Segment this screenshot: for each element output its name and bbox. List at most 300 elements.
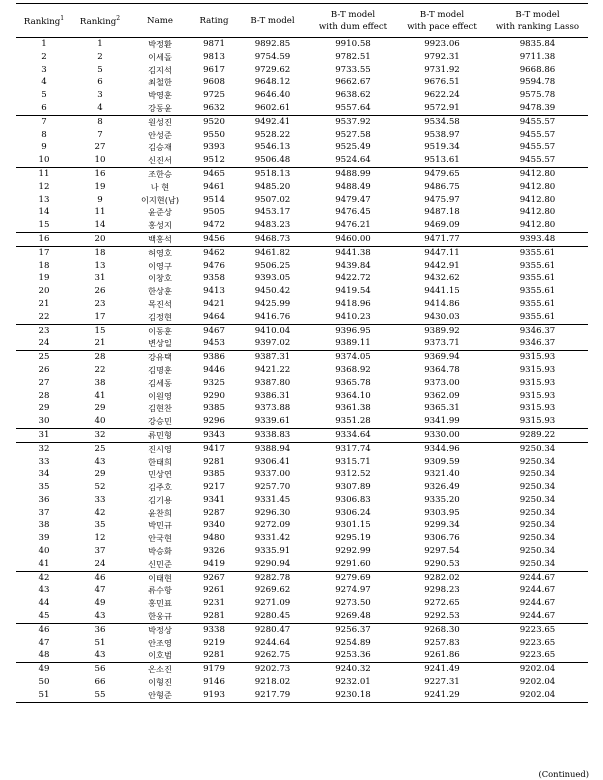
table-cell: 류수항 [148, 585, 172, 596]
table-cell: 9267 [192, 571, 236, 584]
table-cell: 9244.64 [254, 637, 291, 648]
table-cell: 9282.02 [397, 571, 487, 584]
table-row [16, 206, 588, 219]
table-cell: 9396.95 [309, 324, 397, 337]
table-cell: 9361.38 [335, 403, 371, 414]
table-cell: 9632 [203, 102, 225, 113]
table-cell: 9813 [203, 51, 225, 62]
table-cell: 9575.78 [519, 90, 556, 101]
table-cell: 10 [38, 155, 50, 166]
table-row [16, 377, 588, 390]
table-cell: 16 [72, 167, 128, 180]
table-cell: 9 [41, 142, 47, 153]
table-cell: 9271.09 [254, 598, 291, 609]
table-cell: 9340 [203, 520, 225, 531]
table-cell: 박정환 [148, 39, 172, 49]
table-cell: 9250.34 [519, 546, 556, 557]
table-row [16, 390, 588, 403]
table-cell: 이세돌 [148, 51, 172, 62]
table-cell: 43 [94, 456, 106, 467]
table-cell: 9389.11 [335, 338, 371, 349]
table-cell: 3 [97, 90, 103, 101]
table-cell: 9393.48 [487, 232, 588, 246]
table-cell: 9733.55 [335, 64, 371, 75]
table-cell: 35 [38, 482, 50, 493]
table-cell: 김승재 [148, 142, 172, 153]
table-cell: 9467 [192, 324, 236, 337]
table-cell: 9297.54 [424, 546, 460, 557]
table-cell: 9525.49 [335, 142, 371, 153]
table-cell: 9227.31 [424, 677, 460, 688]
table-cell: 9202.04 [487, 663, 588, 676]
table-cell: 9410.23 [335, 311, 371, 322]
table-cell: 33 [38, 456, 50, 467]
table-cell: 9261.86 [424, 650, 460, 661]
table-cell: 9355.61 [519, 286, 556, 297]
table-row [16, 181, 588, 194]
table-row [16, 456, 588, 469]
table-cell: 9446 [203, 364, 225, 375]
table-cell: 김정현 [148, 311, 172, 322]
table-cell: 이원영 [148, 390, 172, 401]
table-row [16, 545, 588, 558]
table-cell: 9506.48 [254, 155, 291, 166]
table-cell: 9257.70 [254, 482, 291, 493]
table-cell: 9362.09 [424, 390, 460, 401]
table-cell: 9202.04 [487, 689, 588, 702]
table-cell: 9455.57 [519, 142, 556, 153]
table-cell: 9425.99 [254, 298, 291, 309]
table-cell: 9505 [203, 207, 225, 218]
table-cell: 9315.93 [519, 416, 556, 427]
table-cell: 9387.31 [236, 351, 309, 364]
table-cell: 25 [72, 442, 128, 455]
table-row [16, 219, 588, 232]
table-cell: 9272.09 [254, 520, 291, 531]
table-cell: 37 [38, 507, 50, 518]
table-cell: 9373.71 [424, 338, 460, 349]
table-cell: 9312.52 [335, 469, 371, 480]
table-cell: 9471.77 [397, 232, 487, 246]
table-cell: 9344.96 [397, 442, 487, 455]
table-cell: 9202.73 [236, 663, 309, 676]
table-cell: 이지현(남) [140, 194, 180, 205]
table-cell: 55 [72, 689, 128, 702]
table-cell: 9280.47 [236, 623, 309, 636]
table-cell: 9461 [203, 181, 225, 192]
table-cell: 9338 [192, 623, 236, 636]
table-cell: 9455.57 [519, 129, 556, 140]
table-cell: 9273.50 [335, 598, 371, 609]
table-cell: 9315.93 [519, 390, 556, 401]
table-cell: 17 [16, 246, 72, 259]
table-cell: 11 [94, 207, 106, 218]
table-cell: 9355.61 [519, 298, 556, 309]
table-cell: 18 [72, 246, 128, 259]
table-cell: 9455.57 [519, 155, 556, 166]
table-cell: 29 [38, 403, 50, 414]
table-cell: 9315.71 [335, 456, 371, 467]
table-cell: 9292.53 [424, 611, 460, 622]
table-cell: 9358 [203, 273, 225, 284]
table-cell: 9518.13 [236, 167, 309, 180]
table-cell: 온소진 [128, 663, 192, 676]
table-cell: 9326 [203, 546, 225, 557]
table-cell: 9386 [192, 351, 236, 364]
table-cell: 9223.65 [519, 637, 556, 648]
table-cell: 9315.93 [519, 377, 556, 388]
table-cell: 31 [16, 428, 72, 442]
table-cell: 1 [41, 39, 47, 49]
table-cell: 이영구 [148, 260, 172, 271]
table-cell: 9476 [203, 260, 225, 271]
table-cell: 9572.91 [424, 102, 460, 113]
table-cell: 9506.25 [254, 260, 291, 271]
table-cell: 9250.34 [487, 442, 588, 455]
table-cell: 9331.45 [254, 494, 291, 505]
table-cell: 9478.39 [519, 102, 556, 113]
table-row [16, 167, 588, 180]
table-cell: 56 [72, 663, 128, 676]
table-row [16, 194, 588, 207]
table-cell: 32 [72, 428, 128, 442]
table-cell: 36 [38, 494, 50, 505]
table-row [16, 442, 588, 455]
table-cell: 33 [94, 494, 106, 505]
table-cell: 9240.32 [309, 663, 397, 676]
table-cell: 5 [41, 90, 47, 101]
table-cell: 22 [38, 311, 50, 322]
table-cell: 9250.34 [519, 469, 556, 480]
table-cell: 22 [94, 364, 106, 375]
table-cell: 9725 [203, 90, 225, 101]
table-cell: 9290 [203, 390, 225, 401]
table-cell: 9455.57 [487, 115, 588, 128]
ranking-table [16, 3, 588, 703]
table-row [16, 507, 588, 520]
table-cell: 13 [94, 260, 106, 271]
table-cell: 9460.00 [309, 232, 397, 246]
table-cell: 9368.92 [335, 364, 371, 375]
table-cell: 9910.58 [335, 39, 371, 49]
table-cell: 7 [97, 129, 103, 140]
table-cell: 9622.24 [424, 90, 460, 101]
table-cell: 9298.23 [424, 585, 460, 596]
table-cell: 9355.61 [487, 246, 588, 259]
table-cell: 19 [94, 181, 106, 192]
table-cell: 9250.34 [519, 494, 556, 505]
table-cell: 17 [94, 311, 106, 322]
table-cell: 9315.93 [487, 351, 588, 364]
table-cell: 9453.17 [254, 207, 291, 218]
table-cell: 9414.86 [424, 298, 460, 309]
table-cell: 9512 [203, 155, 225, 166]
table-cell: 9419.54 [335, 286, 371, 297]
col-bt-dum-header: B-T model with dum effect [309, 4, 397, 38]
table-cell: 9315.93 [519, 403, 556, 414]
table-cell: 9331.42 [254, 533, 291, 544]
table-cell: 9223.65 [519, 650, 556, 661]
table-cell: 9299.34 [424, 520, 460, 531]
table-cell: 박승화 [148, 546, 172, 557]
table-cell: 한웅규 [148, 611, 172, 622]
table-cell: 9306.76 [424, 533, 460, 544]
table-cell: 38 [94, 377, 106, 388]
table-cell: 18 [38, 260, 50, 271]
table-cell: 9754.59 [254, 51, 291, 62]
table-cell: 42 [16, 571, 72, 584]
table-cell: 9412.80 [487, 167, 588, 180]
table-cell: 38 [38, 520, 50, 531]
table-cell: 46 [16, 623, 72, 636]
table-cell: 4 [97, 102, 103, 113]
table-cell: 9219 [203, 637, 225, 648]
table-cell: 9412.80 [519, 220, 556, 231]
table-row [16, 364, 588, 377]
table-cell: 9217 [203, 482, 225, 493]
table-cell: 27 [94, 142, 106, 153]
table-cell: 김현찬 [148, 403, 172, 414]
table-cell: 9325 [203, 377, 225, 388]
table-cell: 9421 [203, 298, 225, 309]
table-cell: 9289.22 [487, 428, 588, 442]
table-cell: 9241.49 [397, 663, 487, 676]
table-cell: 1 [97, 39, 103, 49]
table-cell: 9410.04 [236, 324, 309, 337]
table-cell: 9638.62 [335, 90, 371, 101]
col-bt-pace-header: B-T model with pace effect [397, 4, 487, 38]
table-cell: 9330.00 [397, 428, 487, 442]
table-cell: 9594.78 [519, 77, 556, 88]
table-cell: 김명훈 [148, 364, 172, 375]
table-cell: 42 [94, 507, 106, 518]
table-cell: 9662.67 [335, 77, 371, 88]
table-cell: 9287 [203, 507, 225, 518]
table-cell: 9676.51 [424, 77, 460, 88]
table-cell: 9373.88 [254, 403, 291, 414]
table-cell: 9418.96 [335, 298, 371, 309]
table-cell: 9146 [203, 677, 225, 688]
table-row [16, 76, 588, 89]
table-cell: 9782.51 [335, 51, 371, 62]
table-cell: 9668.86 [519, 64, 556, 75]
table-cell: 9871 [203, 39, 225, 49]
table-cell: 9488.49 [335, 181, 371, 192]
table-cell: 9387.80 [254, 377, 291, 388]
table-cell: 9527.58 [335, 129, 371, 140]
table-cell: 9479.47 [335, 194, 371, 205]
table-row [16, 428, 588, 442]
table-cell: 23 [16, 324, 72, 337]
table-cell: 9355.61 [519, 273, 556, 284]
table-cell: 29 [94, 403, 106, 414]
table-cell: 9231 [203, 598, 225, 609]
table-cell: 9412.80 [519, 181, 556, 192]
table-cell: 한상훈 [148, 286, 172, 297]
table-row [16, 558, 588, 571]
table-cell: 김기용 [148, 494, 172, 505]
table-row [16, 64, 588, 77]
table-cell: 9417 [192, 442, 236, 455]
table-row [16, 610, 588, 623]
table-row [16, 468, 588, 481]
table-cell: 9464 [203, 311, 225, 322]
table-cell: 29 [94, 469, 106, 480]
table-cell: 10 [94, 155, 106, 166]
table-cell: 9711.38 [519, 51, 556, 62]
table-cell: 9602.61 [254, 102, 291, 113]
table-cell: 9250.34 [519, 558, 556, 569]
table-cell: 41 [94, 390, 106, 401]
table-cell: 진시영 [128, 442, 192, 455]
table-row [16, 532, 588, 545]
table-cell: 9479.65 [397, 167, 487, 180]
table-cell: 43 [38, 585, 50, 596]
table-cell: 9393.05 [254, 273, 291, 284]
table-cell: 9472 [203, 220, 225, 231]
table-cell: 9386.31 [254, 390, 291, 401]
table-cell: 9422.72 [335, 273, 371, 284]
table-cell: 40 [38, 546, 50, 557]
table-cell: 9528.22 [254, 129, 291, 140]
table-cell: 15 [38, 220, 50, 231]
table-cell: 9514 [203, 194, 225, 205]
table-cell: 9520 [192, 115, 236, 128]
table-cell: 홍성지 [148, 220, 172, 231]
table-cell: 9365.31 [424, 403, 460, 414]
table-cell: 안국현 [148, 533, 172, 544]
table-cell: 2 [41, 51, 47, 62]
table-cell: 9244.67 [519, 585, 556, 596]
table-cell: 9202.04 [519, 677, 556, 688]
table-cell: 9281 [203, 650, 225, 661]
table-cell: 9450.42 [254, 286, 291, 297]
table-cell: 9550 [203, 129, 225, 140]
table-cell: 9321.40 [424, 469, 460, 480]
col-bt-model-header: B-T model [236, 4, 309, 38]
table-cell: 9343 [192, 428, 236, 442]
table-cell: 9413 [203, 286, 225, 297]
col-ranking1-header: Ranking$^1$ [16, 4, 72, 38]
table-cell: 6 [41, 102, 47, 113]
table-cell: 9421.22 [254, 364, 291, 375]
table-row [16, 324, 588, 337]
continued-note: (Continued) [538, 769, 589, 779]
table-cell: 9507.02 [254, 194, 291, 205]
table-row [16, 597, 588, 610]
table-cell: 9335.20 [424, 494, 460, 505]
table-row [16, 129, 588, 142]
table-row [16, 38, 588, 51]
table-cell: 9393 [203, 142, 225, 153]
table-cell: 9281 [203, 611, 225, 622]
table-cell: 9476.21 [335, 220, 371, 231]
table-cell: 9389.92 [397, 324, 487, 337]
table-cell: 28 [38, 390, 50, 401]
table-cell: 목진석 [148, 298, 172, 309]
table-cell: 37 [94, 546, 106, 557]
table-cell: 9608 [203, 77, 225, 88]
table-row [16, 298, 588, 311]
table-cell: 9296.30 [254, 507, 291, 518]
table-cell: 14 [38, 207, 50, 218]
table-row [16, 89, 588, 102]
table-cell: 9306.41 [254, 456, 291, 467]
table-cell: 9486.75 [424, 181, 460, 192]
table-cell: 9519.34 [424, 142, 460, 153]
table-cell: 9397.02 [254, 338, 291, 349]
table-cell: 8 [72, 115, 128, 128]
table-cell: 9462 [192, 246, 236, 259]
table-cell: 9524.64 [335, 155, 371, 166]
table-cell: 9317.74 [309, 442, 397, 455]
table-cell: 9179 [192, 663, 236, 676]
table-cell: 47 [38, 637, 50, 648]
table-cell: 13 [38, 194, 50, 205]
table-cell: 25 [16, 351, 72, 364]
col-ranking2-header: Ranking$^2$ [72, 4, 128, 38]
table-row [16, 494, 588, 507]
table-cell: 8 [41, 129, 47, 140]
table-cell: 안성준 [148, 129, 172, 140]
table-cell: 36 [72, 623, 128, 636]
table-cell: 26 [94, 286, 106, 297]
table-cell: 16 [16, 232, 72, 246]
table-cell: 이동훈 [128, 324, 192, 337]
table-cell: 9279.69 [309, 571, 397, 584]
table-cell: 9341 [203, 494, 225, 505]
table-cell: 9334.64 [309, 428, 397, 442]
table-cell: 9244.67 [519, 598, 556, 609]
table-cell: 20 [72, 232, 128, 246]
table-cell: 27 [38, 377, 50, 388]
table-row [16, 154, 588, 167]
table-cell: 민상연 [148, 469, 172, 480]
table-cell: 박정상 [128, 623, 192, 636]
table-cell: 4 [41, 77, 47, 88]
table-cell: 9257.83 [424, 637, 460, 648]
table-cell: 9492.41 [236, 115, 309, 128]
table-cell: 9269.62 [254, 585, 291, 596]
table-cell: 9373.00 [424, 377, 460, 388]
table-cell: 9335.91 [254, 546, 291, 557]
table-cell: 9546.13 [254, 142, 291, 153]
table-row [16, 623, 588, 636]
table-cell: 49 [94, 598, 106, 609]
table-row [16, 481, 588, 494]
table-cell: 최철한 [148, 77, 172, 88]
table-cell: 9369.94 [397, 351, 487, 364]
table-cell: 44 [38, 598, 50, 609]
table-cell: 9487.18 [424, 207, 460, 218]
table-cell: 9256.37 [309, 623, 397, 636]
table-row [16, 402, 588, 415]
table-cell: 9339.61 [254, 416, 291, 427]
table-cell: 안조영 [148, 637, 172, 648]
table-cell: 66 [94, 677, 106, 688]
table-cell: 9272.65 [424, 598, 460, 609]
table-row [16, 519, 588, 532]
table-cell: 28 [72, 351, 128, 364]
table-cell: 9476.45 [335, 207, 371, 218]
table-row [16, 663, 588, 676]
table-cell: 9274.97 [335, 585, 371, 596]
table-cell: 9365.78 [335, 377, 371, 388]
table-cell: 14 [94, 220, 106, 231]
table-cell: 9254.89 [335, 637, 371, 648]
table-row [16, 571, 588, 584]
table-cell: 9296 [203, 416, 225, 427]
